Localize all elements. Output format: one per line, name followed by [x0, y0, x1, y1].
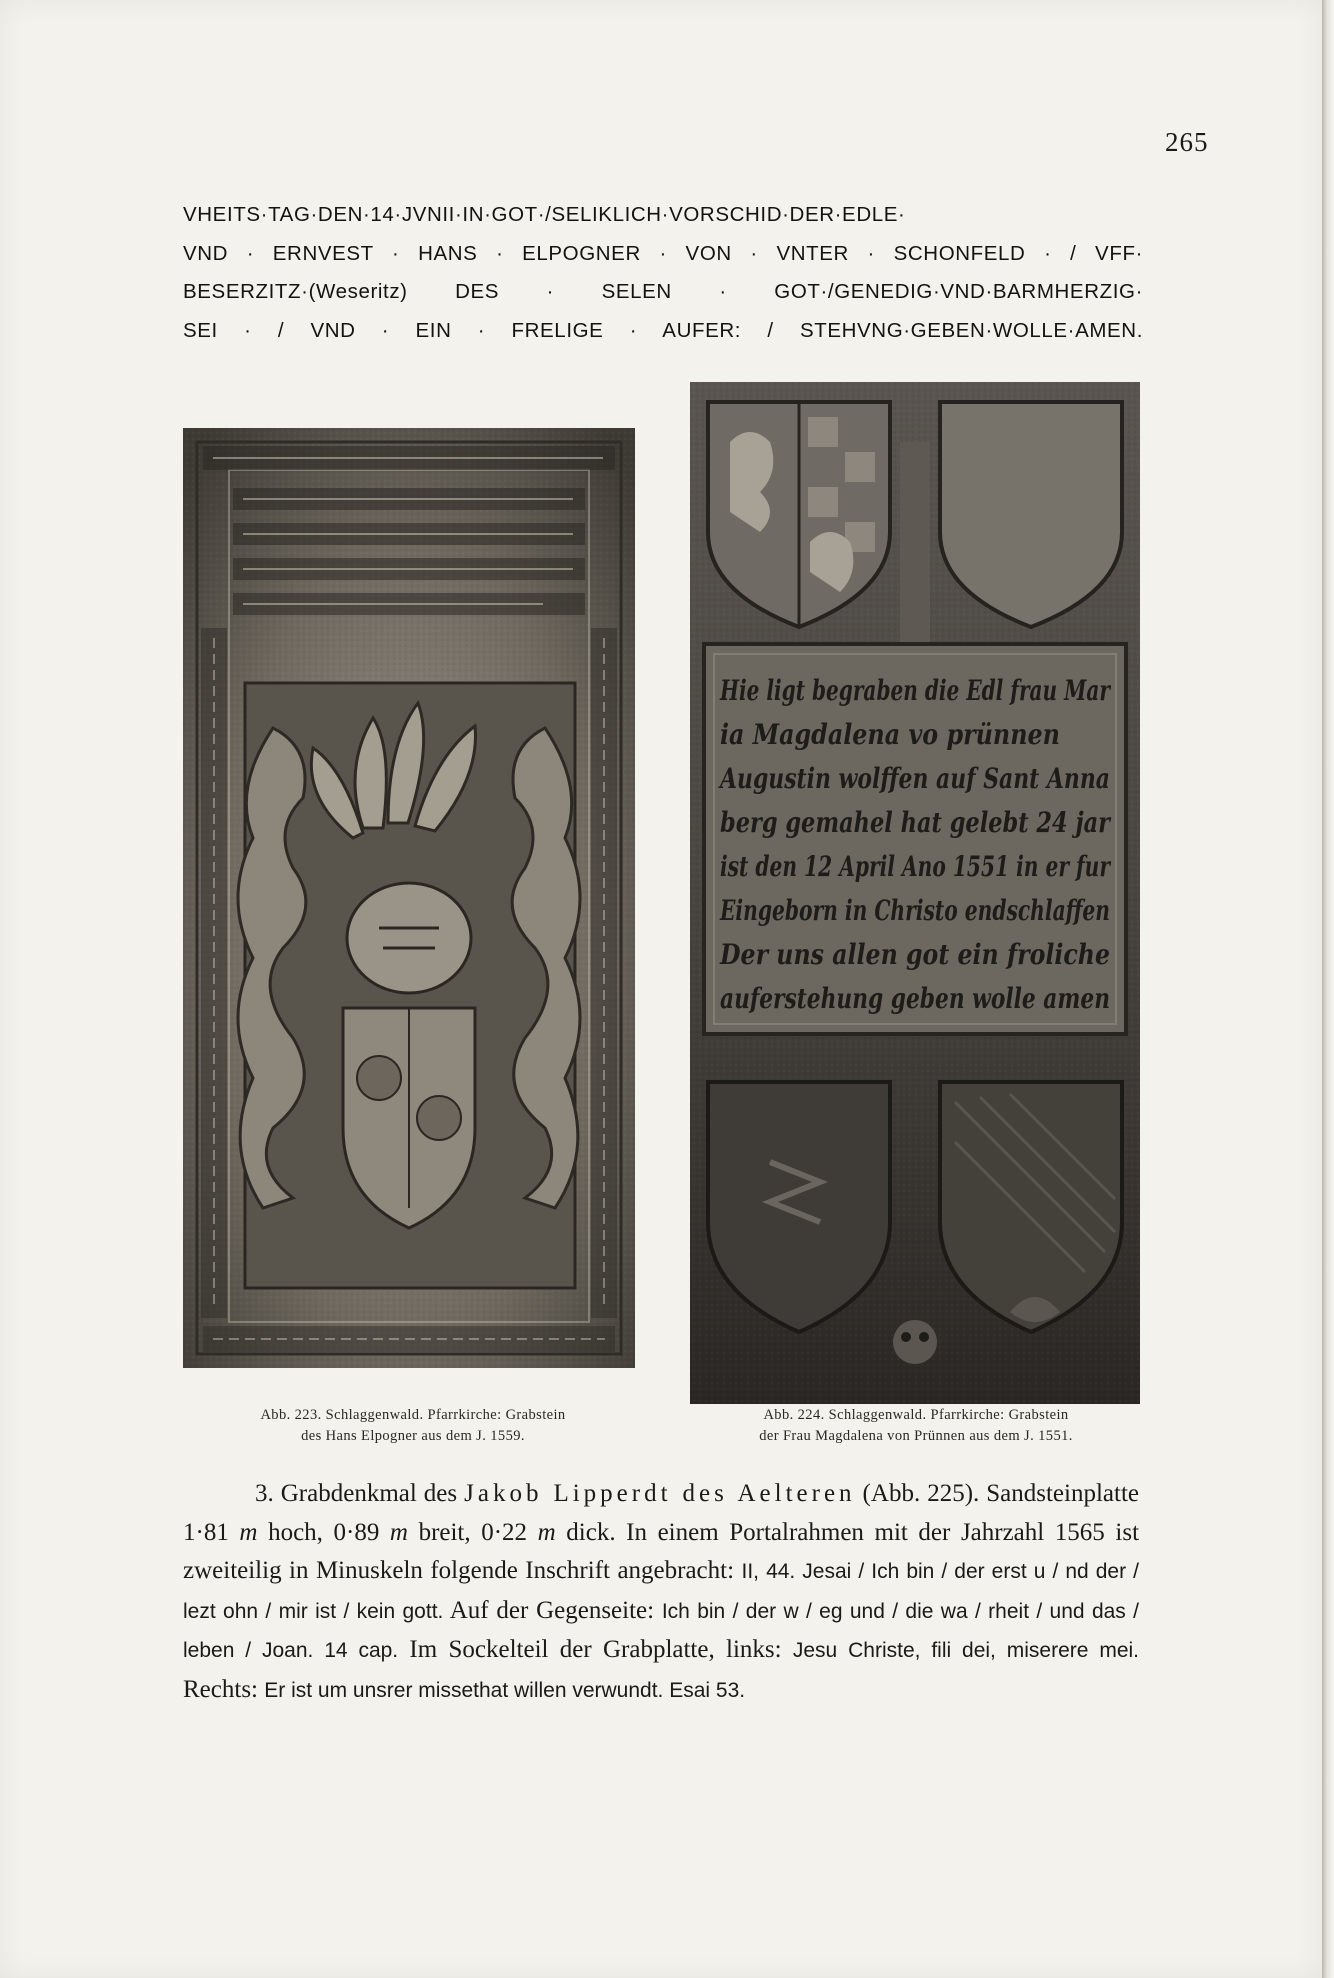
unit-m-3: m: [537, 1518, 556, 1546]
unit-m-2: m: [389, 1518, 408, 1546]
figure-223-caption: [183, 1405, 643, 1447]
unit-m-1: m: [239, 1518, 258, 1546]
figure-224-caption-line-2: der Frau Magdalena von Prünnen aus dem J. 1551.: [759, 1428, 1073, 1444]
quote-jesai: II, 44. Jesai / Ich bin / der erst u / nd der / lezt ohn / mir ist / kein gott.: [183, 1560, 1139, 1623]
text-breit: breit, 0·22: [407, 1518, 538, 1546]
body-paragraph: [183, 1475, 1139, 1711]
text-rechts: Rechts:: [183, 1675, 265, 1703]
inscription-line-2: VND · ERNVEST · HANS · ELPOGNER · VON · VNTER · SCHONFELD · / VFF·: [183, 241, 1143, 265]
panel-line-8: auferstehung geben wolle amen: [720, 982, 1110, 1015]
panel-line-1: Hie ligt begraben die Edl frau Mar: [719, 674, 1112, 707]
page-edge: [1322, 0, 1334, 1978]
inscription-line-1: VHEITS·TAG·DEN·14·JVNII·IN·GOT·/SELIKLICH·VORSCHID·DER·EDLE·: [183, 203, 906, 226]
quote-esai: Er ist um unsrer missethat willen verwundt. Esai 53.: [264, 1678, 746, 1702]
text-intro: 3. Grabdenkmal des: [255, 1480, 465, 1507]
panel-line-3: Augustin wolffen auf Sant Anna: [717, 762, 1110, 795]
inscription-line-3: BESERZITZ·(Weseritz) DES · SELEN · GOT·/GENEDIG·VND·BARMHERZIG·: [183, 280, 1143, 303]
figure-224-caption-line-1: Abb. 224. Schlaggenwald. Pfarrkirche: Grabstein: [763, 1407, 1069, 1423]
text-dick: dick. In einem Portalrahmen mit der Jahrzahl 1565 ist zweiteilig in Minuskeln folgende Inschrift angebracht:: [183, 1518, 1140, 1585]
text-gegenseite: Auf der Gegenseite:: [443, 1596, 662, 1624]
panel-line-6: Eingeborn in Christo endschlaffen: [719, 894, 1110, 927]
text-dimensions: (Abb. 225). Sandsteinplatte 1·81: [183, 1480, 1140, 1546]
figure-223-gravestone-photo: [183, 428, 635, 1368]
figure-223-caption-line-2: des Hans Elpogner aus dem J. 1559.: [301, 1428, 525, 1444]
figure-223-caption-line-1: Abb. 223. Schlaggenwald. Pfarrkirche: Grabstein: [260, 1407, 566, 1423]
figure-224-gravestone-photo: [690, 382, 1140, 1404]
quote-joan: Ich bin / der w / eg und / die wa / rheit / und das / leben / Joan. 14 cap.: [183, 1599, 1139, 1663]
text-hoch: hoch, 0·89: [257, 1518, 390, 1546]
figure-224-caption: [686, 1405, 1146, 1447]
inscription-transcription: [183, 196, 1143, 350]
panel-line-7: Der uns allen got ein froliche: [719, 938, 1110, 971]
inscription-line-4: SEI · / VND · EIN · FRELIGE · AUFER: / STEHVNG·GEBEN·WOLLE·AMEN.: [183, 318, 1143, 342]
text-sockel: Im Sockelteil der Grabplatte, links:: [398, 1636, 793, 1664]
panel-line-2: ia Magdalena vo prünnen: [720, 718, 1060, 751]
panel-line-4: berg gemahel hat gelebt 24 jar: [720, 806, 1112, 839]
quote-jesu-christe: Jesu Christe, fili dei, miserere mei.: [792, 1639, 1139, 1663]
paragraph-3: [183, 1475, 1139, 1711]
panel-line-5: ist den 12 April Ano 1551 in er fur: [720, 850, 1112, 883]
monument-name: Jakob Lipperdt des Aelteren: [464, 1480, 856, 1507]
page-number: 265: [1165, 127, 1209, 157]
